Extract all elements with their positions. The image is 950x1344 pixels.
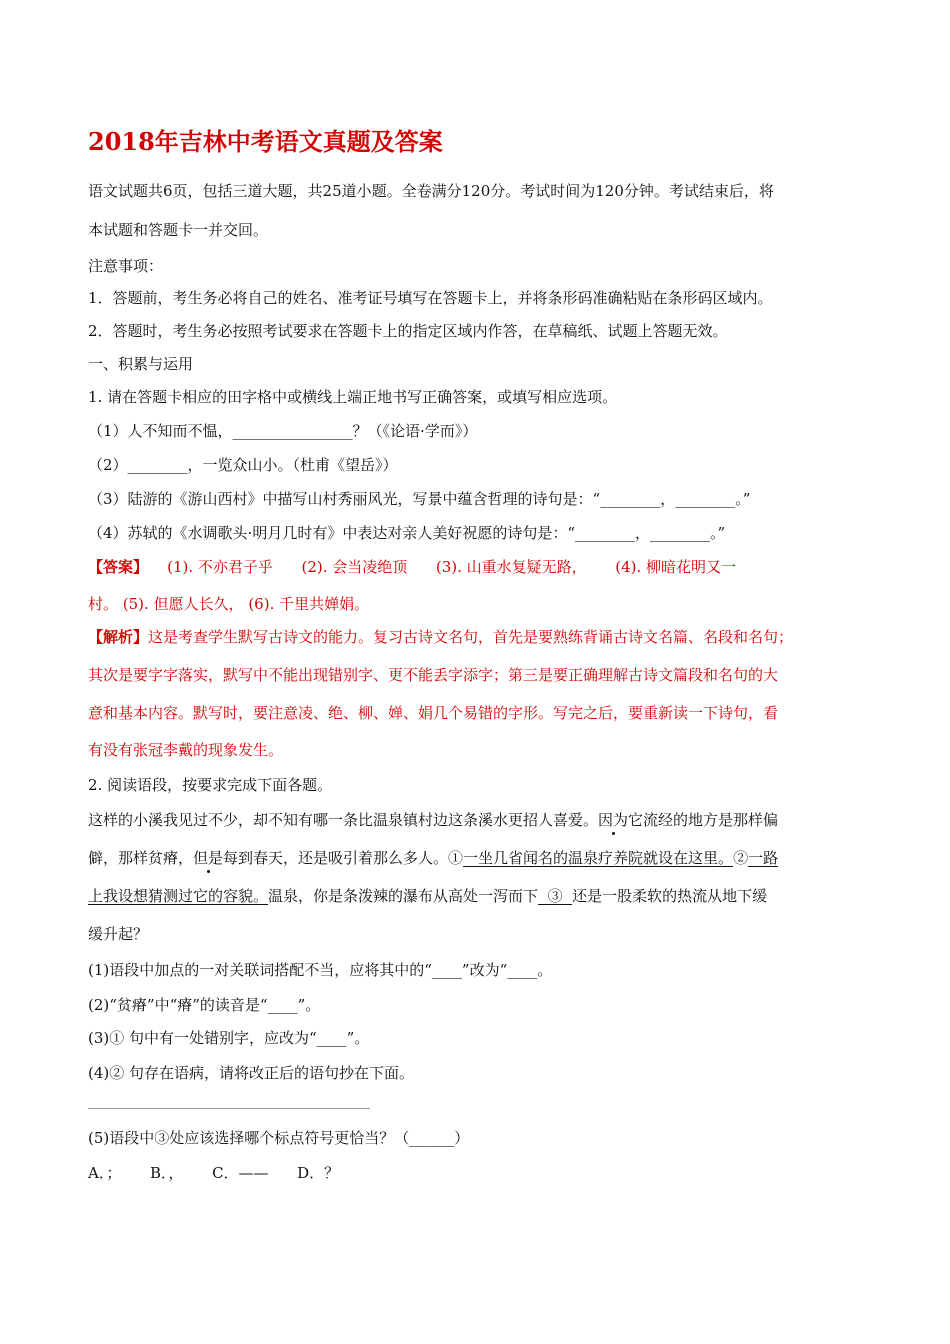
intro-line-2: 本试题和答题卡一并交回。 (88, 221, 269, 239)
underlined-sentence-2b: 上我设想猜测过它的容貌。 (88, 887, 269, 905)
q2-sub-1: (1)语段中加点的一对关联词搭配不当，应将其中的“____”改为“____。 (88, 961, 553, 979)
q1-analysis-line-4: 有没有张冠李戴的现象发生。 (88, 741, 284, 759)
passage-text: 这样的小溪我见过不少，却不知有哪一条比温泉镇村边这条溪水更招人喜爱。 (88, 811, 599, 829)
q2-passage-line-2 (88, 848, 778, 868)
intro-line-1: 语文试题共6页，包括三道大题，共25道小题。全卷满分120分。考试时间为120分钟。考试结束后，将 (88, 182, 774, 200)
analysis-text-1: 这是考查学生默写古诗文的能力。复习古诗文名句，首先是要熟练背诵古诗文名篇、名段和名句； (148, 628, 794, 646)
blank-3: ③ (538, 887, 573, 905)
notice-item-1: 1．答题前，考生务必将自己的姓名、准考证号填写在答题卡上，并将条形码准确粘贴在条形码区域内。 (88, 289, 773, 307)
notice-item-2: 2．答题时，考生务必按照考试要求在答题卡上的指定区域内作答，在草稿纸、试题上答题无效。 (88, 322, 728, 340)
section-heading: 一、积累与运用 (88, 355, 194, 373)
underlined-sentence-1: 一坐几省闻名的温泉疗养院就设在这里。 (463, 849, 734, 867)
q2-sub-3: (3)① 句中有一处错别字，应改为“____”。 (88, 1029, 370, 1047)
passage-text: ② (733, 849, 749, 867)
q1-item-1: （1）人不知而不愠，________________？（《论语·学而》） (88, 422, 478, 440)
q2-sub-5: (5)语段中③处应该选择哪个标点符号更恰当？（______） (88, 1129, 470, 1147)
q2-sub-4: (4)② 句存在语病，请将改正后的语句抄在下面。 (88, 1064, 415, 1082)
q1-answer-line-1 (88, 557, 736, 577)
q1-stem: 1. 请在答题卡相应的田字格中或横线上端正地书写正确答案，或填写相应选项。 (88, 388, 618, 406)
q2-stem: 2. 阅读语段，按要求完成下面各题。 (88, 776, 333, 794)
answer-label: 【答案】 (88, 558, 149, 576)
passage-text: 温泉，你是条泼辣的瀑布从高处一泻而下 (268, 887, 539, 905)
passage-text: 它流经的地方是那样偏 (628, 811, 779, 829)
q1-analysis-line-2: 其次是要字字落实，默写中不能出现错别字、更不能丢字添字；第三是要正确理解古诗文篇段和名句的大 (88, 666, 779, 684)
q1-item-3: （3）陆游的《游山西村》中描写山村秀丽风光，写景中蕴含哲理的诗句是：“________，________。” (88, 490, 751, 508)
q2-options: A．； B．， C．—— D．？ (88, 1164, 340, 1182)
q1-analysis-line-3: 意和基本内容。默写时，要注意凌、绝、柳、婵、娟几个易错的字形。写完之后，要重新读一下诗句，看 (88, 704, 779, 722)
q1-analysis-line-1 (88, 627, 793, 647)
q2-passage-line-1 (88, 810, 778, 830)
analysis-label: 【解析】 (88, 628, 149, 646)
passage-text: 每到春天，还是吸引着那么多人。① (223, 849, 464, 867)
notice-heading: 注意事项： (88, 257, 164, 275)
page-title: 2018年吉林中考语文真题及答案 (88, 127, 443, 156)
underlined-sentence-2a: 一路 (748, 849, 779, 867)
answer-text-1: (1). 不亦君子乎 (2). 会当凌绝顶 (3). 山重水复疑无路， (4). 柳暗花明又一 (148, 558, 737, 576)
dotted-word-danshi: 但是 (193, 849, 224, 867)
q1-answer-line-2: 村。 (5). 但愿人长久， (6). 千里共婵娟。 (88, 595, 370, 613)
q1-item-2: （2）________，一览众山小。（杜甫《望岳》） (88, 456, 398, 474)
passage-text: 还是一股柔软的热流从地下缓 (572, 887, 768, 905)
dotted-word-yinwei: 因为 (598, 811, 629, 829)
q2-passage-line-4: 缓升起？ (88, 925, 149, 943)
answer-line (88, 1108, 370, 1109)
q1-item-4: （4）苏轼的《水调歌头·明月几时有》中表达对亲人美好祝愿的诗句是：“________，________。” (88, 524, 726, 542)
q2-sub-2: (2)“贫瘠”中“瘠”的读音是“____”。 (88, 996, 321, 1014)
q2-passage-line-3 (88, 886, 767, 906)
passage-text: 僻，那样贫瘠， (88, 849, 194, 867)
